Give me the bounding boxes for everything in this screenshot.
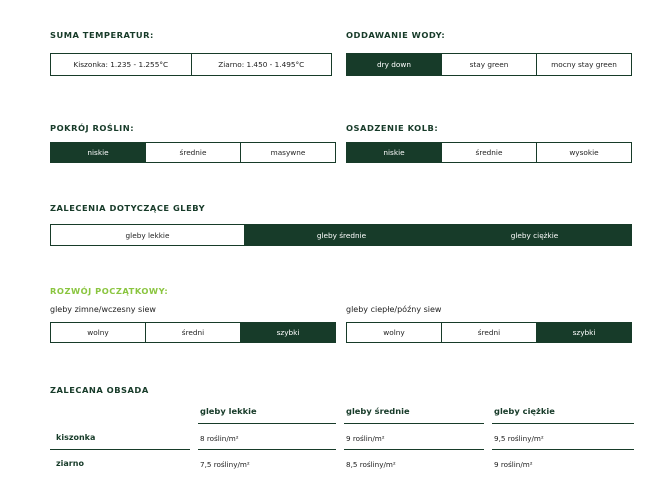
divider [344, 423, 484, 424]
water-release-heading: ODDAWANIE WODY: [346, 30, 446, 40]
warm-soil-scale [346, 322, 632, 343]
divider [492, 423, 634, 424]
temperature-sum-box [50, 53, 332, 76]
density-row-silage-label: kiszonka [56, 433, 96, 442]
divider [198, 449, 336, 450]
divider [50, 449, 190, 450]
initial-development-heading: ROZWÓJ POCZĄTKOWY: [50, 286, 169, 296]
soil-light: gleby lekkie [125, 230, 170, 240]
cob-placement-high: wysokie [536, 143, 631, 162]
water-release-scale [346, 53, 632, 76]
plant-habit-heading: POKRÓJ ROŚLIN: [50, 123, 135, 133]
density-col-medium: gleby średnie [346, 406, 410, 416]
cold-slow: wolny [87, 328, 109, 337]
cold-soil-scale [50, 322, 336, 343]
density-cell: 8 roślin/m² [200, 434, 239, 443]
plant-habit-scale [50, 142, 336, 163]
soil-heavy: gleby ciężkie [438, 225, 631, 245]
plant-habit-massive: masywne [240, 143, 335, 162]
cob-placement-medium: średnie [441, 143, 536, 162]
warm-fast: szybki [536, 323, 631, 342]
temperature-sum-heading: SUMA TEMPERATUR: [50, 30, 154, 40]
density-row-grain-label: ziarno [56, 459, 84, 468]
density-col-light: gleby lekkie [200, 406, 257, 416]
divider [198, 423, 336, 424]
cob-placement-scale [346, 142, 632, 163]
cob-placement-heading: OSADZENIE KOLB: [346, 123, 439, 133]
water-dry-down: dry down [347, 54, 441, 75]
temperature-silage: Kiszonka: 1.235 - 1.255°C [73, 60, 169, 69]
density-col-heavy: gleby ciężkie [494, 406, 555, 416]
plant-habit-low: niskie [51, 143, 145, 162]
density-cell: 9,5 rośliny/m² [494, 434, 544, 443]
water-strong-stay-green: mocny stay green [536, 54, 631, 75]
density-cell: 9 roślin/m² [346, 434, 385, 443]
density-cell: 7,5 rośliny/m² [200, 460, 250, 469]
plant-habit-medium: średnie [145, 143, 240, 162]
warm-medium: średni [441, 323, 536, 342]
divider [344, 449, 484, 450]
soil-recommendation-heading: ZALECENIA DOTYCZĄCE GLEBY [50, 203, 206, 213]
soil-medium: gleby średnie [244, 225, 438, 245]
temperature-grain: Ziarno: 1.450 - 1.495°C [191, 54, 332, 75]
warm-slow: wolny [383, 328, 405, 337]
density-cell: 9 roślin/m² [494, 460, 533, 469]
cob-placement-low: niskie [347, 143, 441, 162]
plant-density-table [50, 398, 634, 468]
water-stay-green: stay green [441, 54, 536, 75]
cold-medium: średni [145, 323, 240, 342]
plant-density-heading: ZALECANA OBSADA [50, 385, 149, 395]
cold-fast: szybki [240, 323, 335, 342]
divider [492, 449, 634, 450]
soil-recommendation-scale [50, 224, 632, 246]
density-cell: 8,5 rośliny/m² [346, 460, 396, 469]
warm-soil-label: gleby ciepłe/późny siew [346, 305, 442, 314]
cold-soil-label: gleby zimne/wczesny siew [50, 305, 156, 314]
